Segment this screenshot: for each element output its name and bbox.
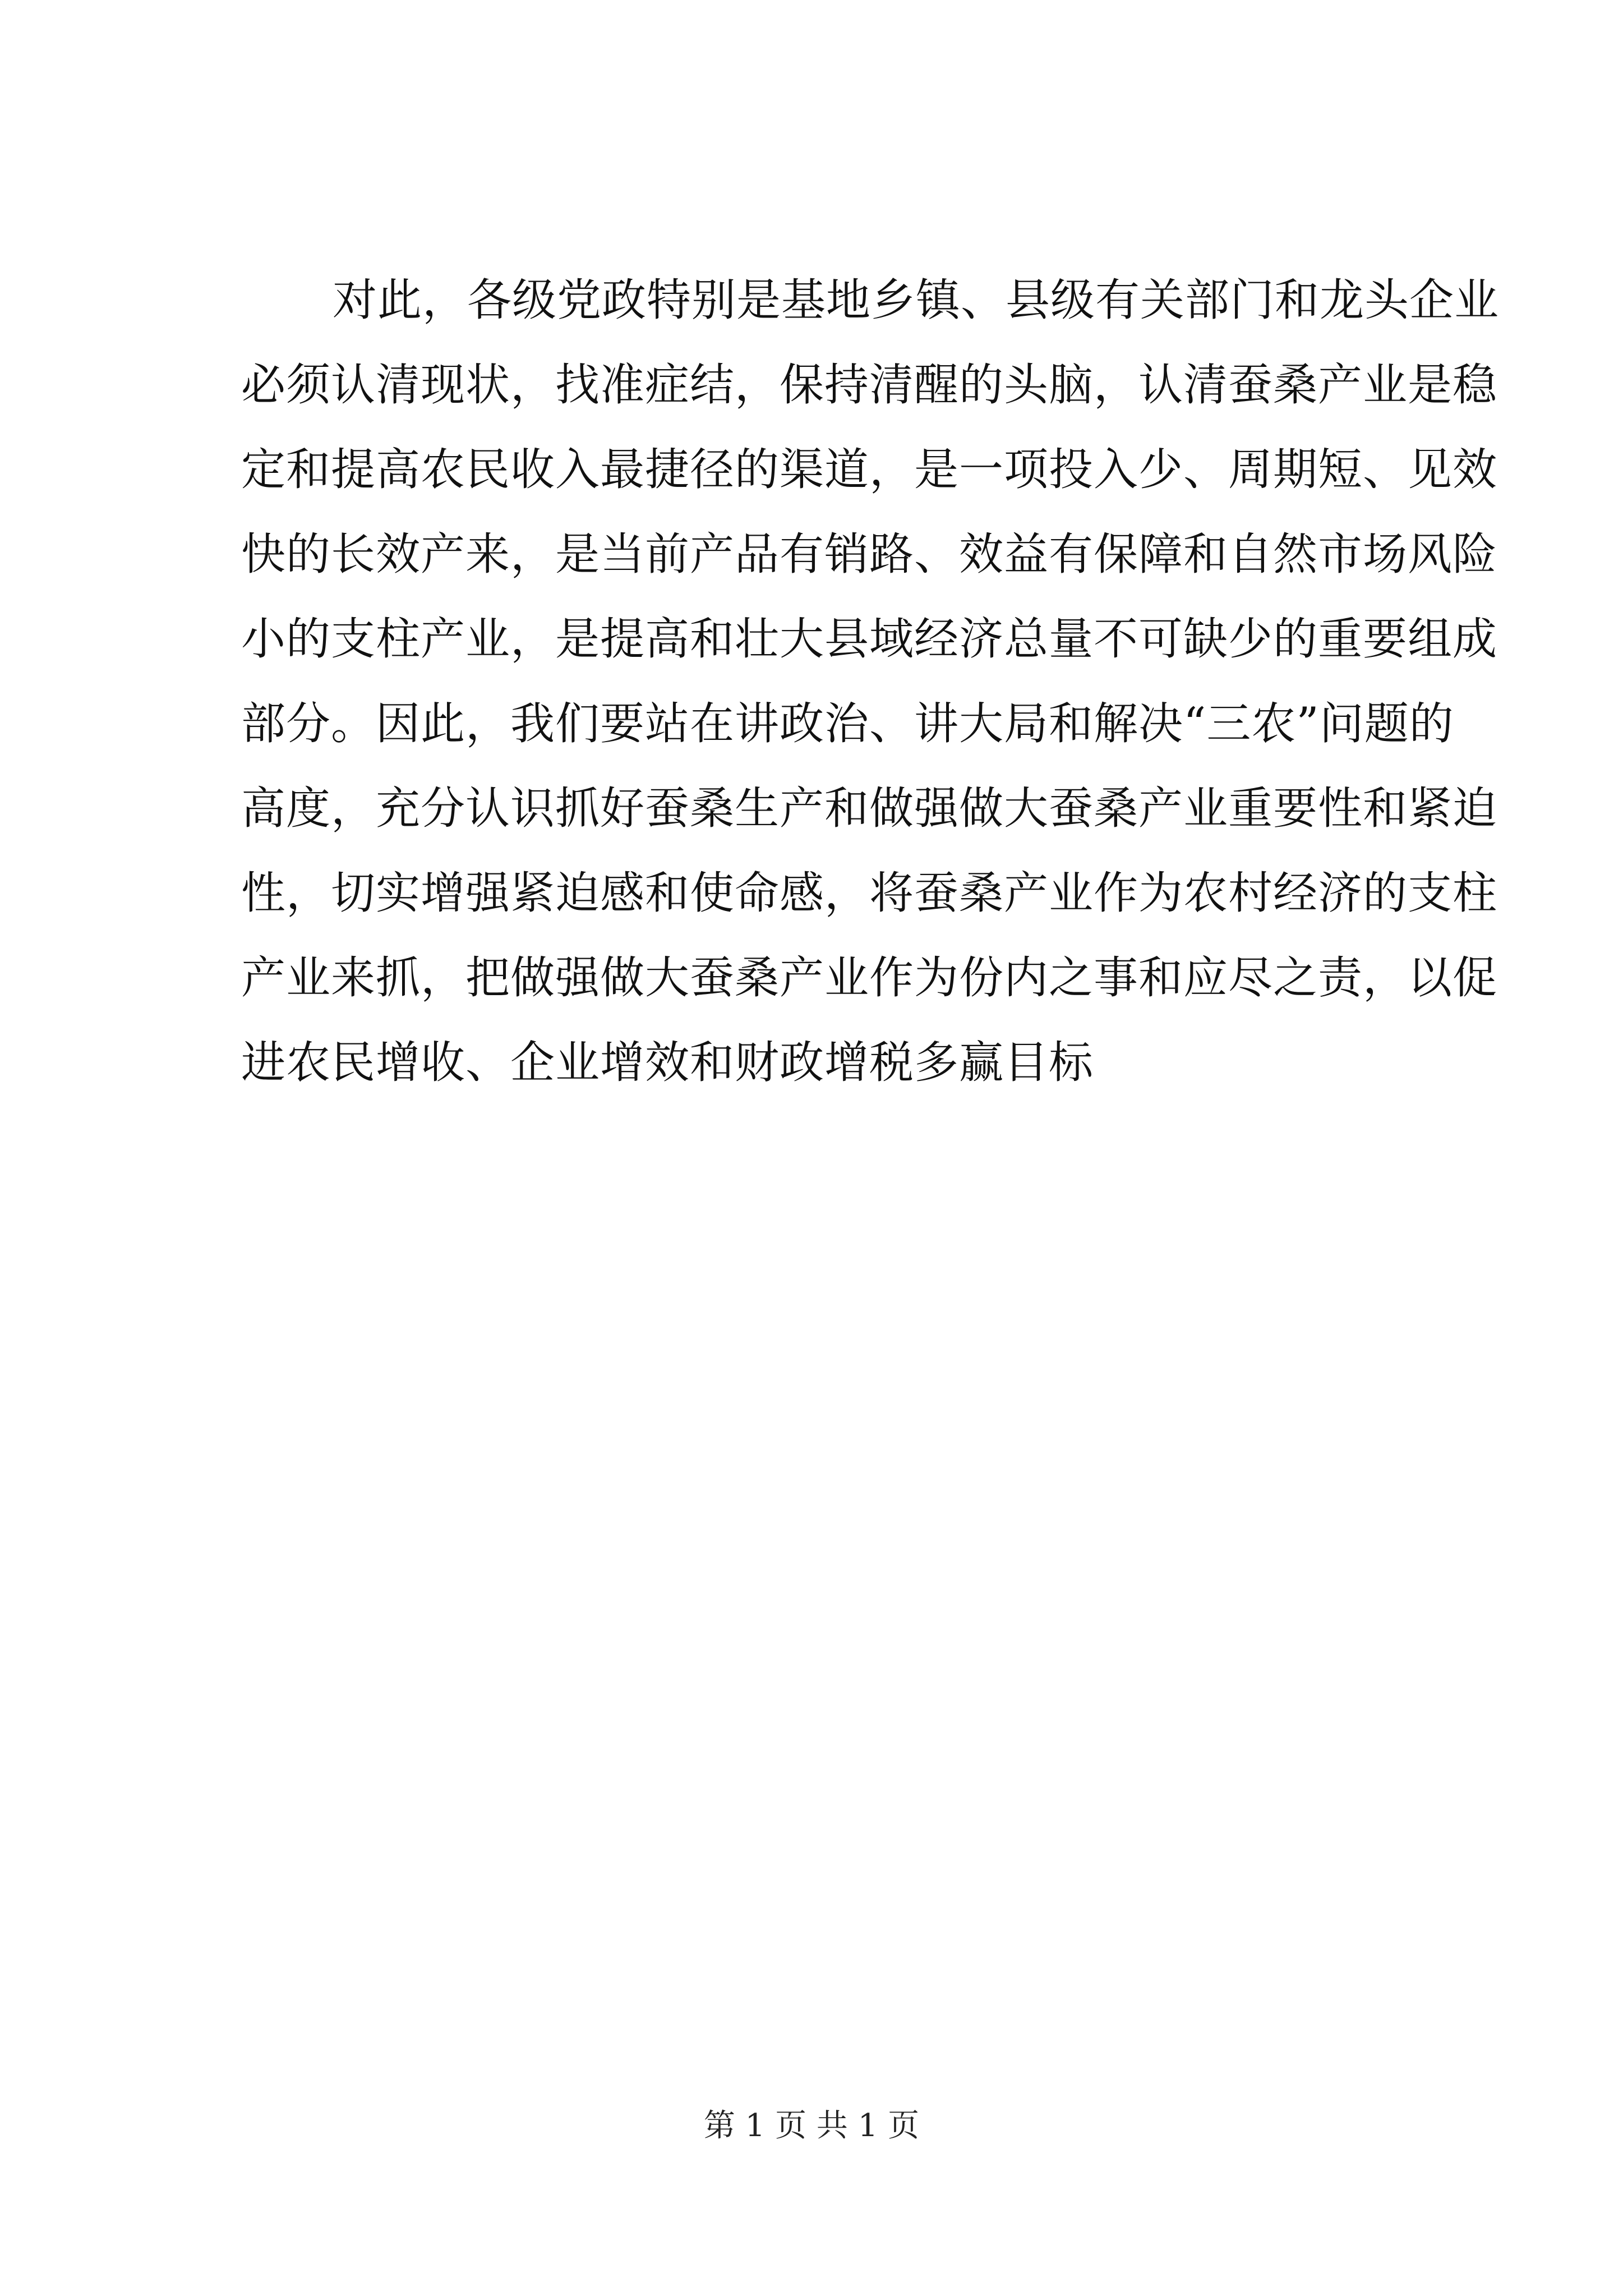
body-paragraph <box>241 258 1499 1105</box>
page-number-label: 第 1 页 共 1 页 <box>703 2108 920 2144</box>
paragraph-line: 小的支柱产业，是提高和壮大县域经济总量不可缺少的重要组成 <box>241 613 1497 665</box>
paragraph-line: 快的长效产来，是当前产品有销路、效益有保障和自然市场风险 <box>241 528 1497 580</box>
paragraph-line: 必须认清现状，找准症结，保持清醒的头脑，认清蚕桑产业是稳 <box>241 359 1497 411</box>
page-footer <box>0 2106 1623 2146</box>
paragraph-line: 定和提高农民收入最捷径的渠道，是一项投入少、周期短、见效 <box>241 444 1497 495</box>
paragraph-line: 对此，各级党政特别是基地乡镇、县级有关部门和龙头企业 <box>333 274 1499 326</box>
paragraph-line: 进农民增收、企业增效和财政增税多赢目标 <box>241 1037 1094 1088</box>
paragraph-line: 高度，充分认识抓好蚕桑生产和做强做大蚕桑产业重要性和紧迫 <box>241 783 1497 834</box>
paragraph-line: 产业来抓，把做强做大蚕桑产业作为份内之事和应尽之责，以促 <box>241 952 1497 1004</box>
paragraph-line: 部分。因此，我们要站在讲政治、讲大局和解决“三农”问题的 <box>241 698 1454 749</box>
paragraph-line: 性，切实增强紧迫感和使命感，将蚕桑产业作为农村经济的支柱 <box>241 867 1497 919</box>
